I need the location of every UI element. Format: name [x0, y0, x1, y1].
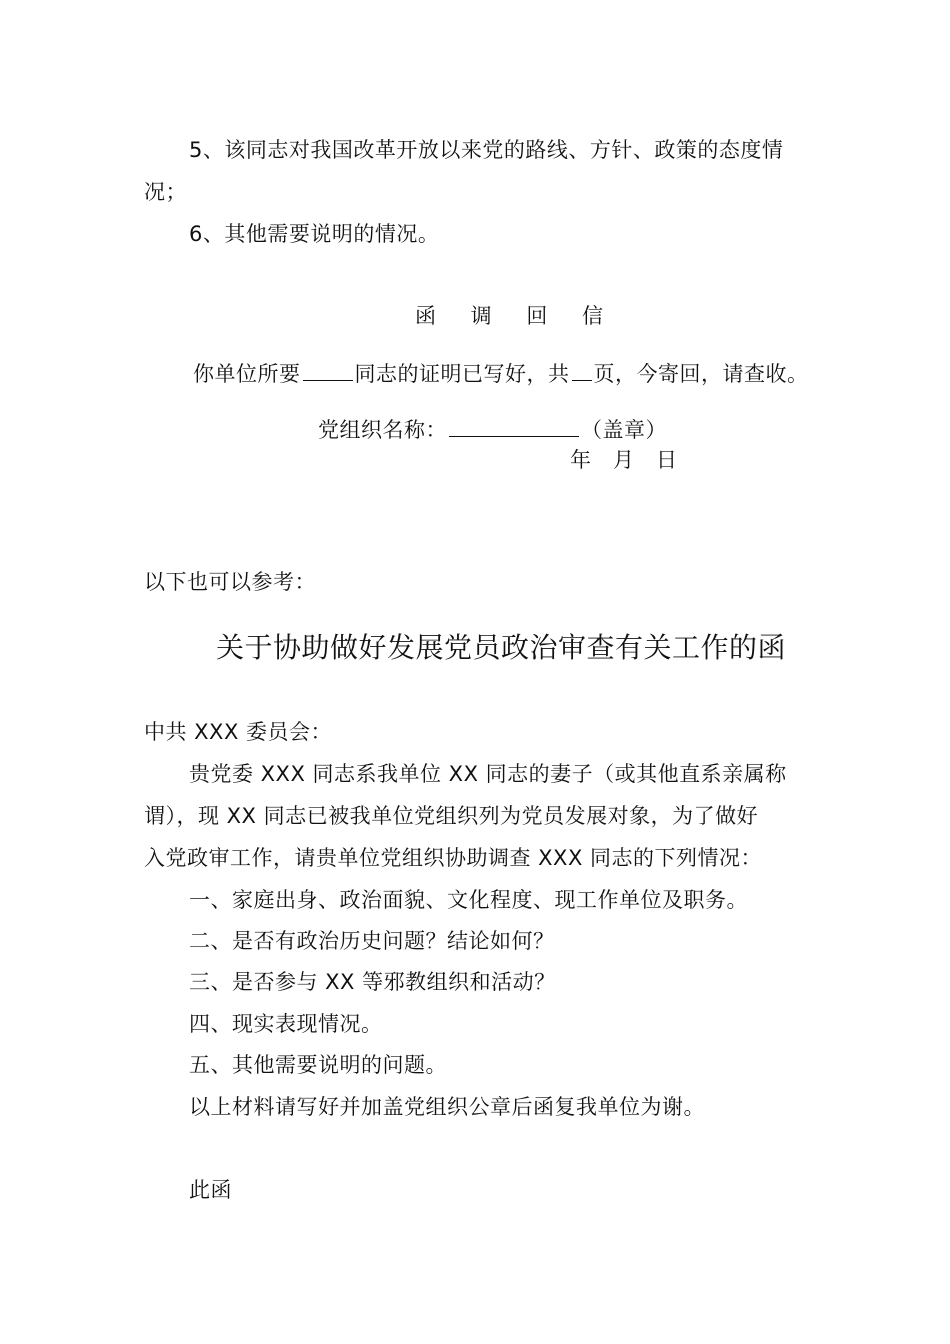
item-6: 6、其他需要说明的情况。 [189, 222, 440, 246]
list-item: 五、其他需要说明的问题。 [189, 1053, 447, 1077]
letter-title: 关于协助做好发展党员政治审查有关工作的函 [216, 631, 787, 664]
list-item: 三、是否参与 XX 等邪教组织和活动？ [189, 970, 556, 994]
paragraph-1-line-1: 贵党委 XXX 同志系我单位 XX 同志的妻子（或其他直系亲属称 [189, 762, 787, 786]
org-name-line [318, 420, 667, 441]
reply-body-part-3: 页，今寄回，请查收。 [593, 362, 809, 386]
reply-body-part-2: 同志的证明已写好，共 [354, 362, 570, 386]
list-item: 一、家庭出身、政治面貌、文化程度、现工作单位及职务。 [189, 888, 748, 912]
paragraph-1-line-2: 谓），现 XX 同志已被我单位党组织列为党员发展对象，为了做好 [144, 804, 759, 828]
reference-note: 以下也可以参考： [144, 570, 316, 594]
reply-letter-title: 函 调 回 信 [415, 304, 618, 328]
reply-letter-body [193, 364, 809, 385]
item-5-line-2: 况； [144, 180, 187, 204]
name-blank [303, 378, 353, 381]
org-name-label: 党组织名称： [318, 418, 447, 442]
date-line: 年 月 日 [570, 448, 678, 472]
list-item: 四、现实表现情况。 [189, 1012, 383, 1036]
org-name-blank [449, 434, 579, 437]
page-count-blank [572, 378, 592, 381]
closing-request: 以上材料请写好并加盖党组织公章后函复我单位为谢。 [189, 1095, 705, 1119]
paragraph-1-line-3: 入党政审工作，请贵单位党组织协助调查 XXX 同志的下列情况： [144, 846, 763, 870]
seal-label: （盖章） [581, 418, 667, 442]
item-5-line-1: 5、该同志对我国改革开放以来党的路线、方针、政策的态度情 [189, 138, 784, 162]
closing: 此函 [189, 1178, 232, 1202]
list-item: 二、是否有政治历史问题？结论如何？ [189, 929, 555, 953]
salutation: 中共 XXX 委员会： [144, 720, 333, 744]
reply-body-part-1: 你单位所要 [193, 362, 301, 386]
